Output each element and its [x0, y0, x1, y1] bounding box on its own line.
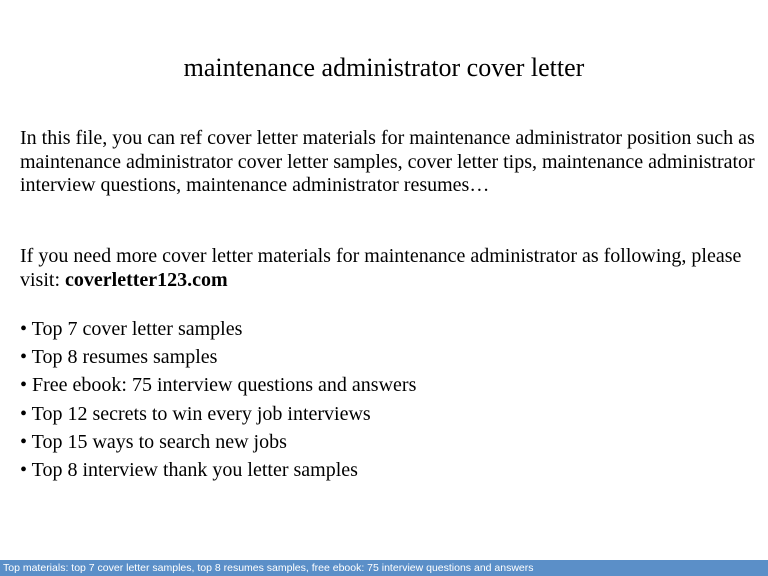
website-link[interactable]: coverletter123.com: [65, 268, 228, 291]
footer-bar: Top materials: top 7 cover letter samples, top 8 resumes samples, free ebook: 75 interview questions and answers: [0, 560, 768, 576]
list-item: • Top 12 secrets to win every job interviews: [20, 402, 371, 425]
list-item: • Top 8 resumes samples: [20, 346, 218, 369]
visit-paragraph: [20, 245, 755, 292]
list-item: • Top 8 interview thank you letter samples: [20, 459, 358, 482]
slide-title: maintenance administrator cover letter: [183, 53, 585, 82]
list-item: • Free ebook: 75 interview questions and answers: [20, 374, 417, 397]
visit-text: If you need more cover letter materials for maintenance administrator as following, please visit:: [20, 245, 742, 291]
intro-paragraph: In this file, you can ref cover letter materials for maintenance administrator position such as maintenance administrator cover letter samples, cover letter tips, maintenance administrator interview questions, maintenance administrator resumes…: [20, 127, 755, 196]
list-item: • Top 15 ways to search new jobs: [20, 430, 287, 453]
list-item: • Top 7 cover letter samples: [20, 318, 243, 340]
materials-list: [20, 315, 755, 484]
